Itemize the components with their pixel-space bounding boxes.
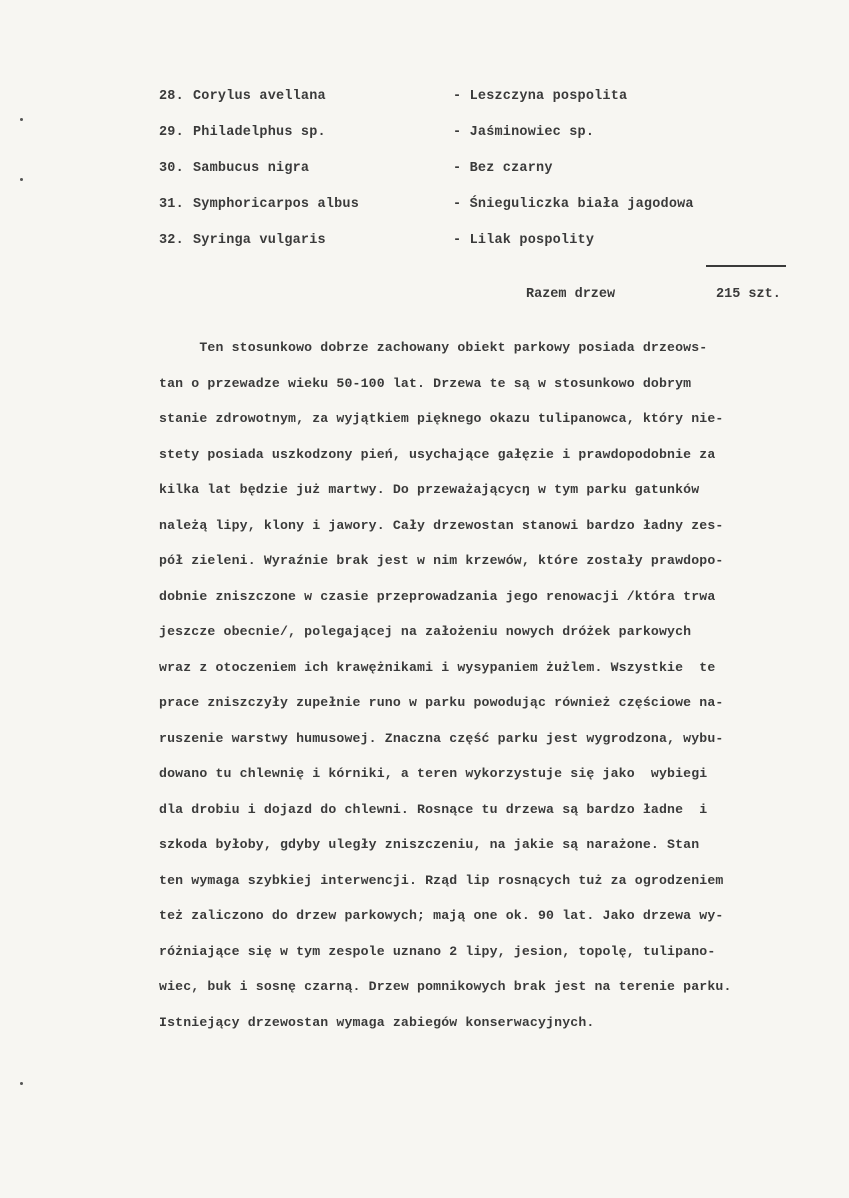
species-number: 30.: [159, 161, 184, 176]
total-label: Razem drzew: [526, 287, 616, 302]
species-polish-name: - Śnieguliczka biała jagodowa: [453, 197, 694, 212]
species-latin-name: Syringa vulgaris: [193, 233, 326, 248]
total-value: 215 szt.: [716, 287, 781, 302]
species-row: [159, 161, 799, 197]
species-number: 29.: [159, 125, 184, 140]
species-list: [159, 89, 799, 269]
paragraph-line: różniające się w tym zespole uznano 2 lipy, jesion, topolę, tulipano-: [159, 943, 716, 959]
paragraph-line: też zaliczono do drzew parkowych; mają one ok. 90 lat. Jako drzewa wy-: [159, 908, 724, 923]
species-polish-name: - Jaśminowiec sp.: [453, 125, 595, 140]
paragraph-line: tan o przewadze wieku 50-100 lat. Drzewa te są w stosunkowo dobrym: [159, 375, 692, 391]
paragraph-line: jeszcze obecnie/, polegającej na założeniu nowych dróżek parkowych: [159, 624, 692, 639]
paragraph-line: wraz z otoczeniem ich krawężnikami i wysypaniem żużlem. Wszystkie te: [159, 659, 716, 675]
species-latin-name: Corylus avellana: [193, 89, 326, 104]
species-latin-name: Philadelphus sp.: [193, 125, 326, 140]
species-polish-name: - Lilak pospolity: [453, 233, 595, 248]
paragraph-line: prace zniszczyły zupełnie runo w parku powodując również częściowe na-: [159, 695, 724, 710]
paragraph-line: szkoda byłoby, gdyby uległy zniszczeniu, na jakie są narażone. Stan: [159, 837, 700, 852]
paragraph-line: kilka lat będzie już martwy. Do przeważającycŋ w tym parku gatunków: [159, 482, 700, 497]
species-number: 32.: [159, 233, 184, 248]
species-row: [159, 233, 799, 269]
paragraph-line: ten wymaga szybkiej interwencji. Rząd lip rosnących tuż za ogrodzeniem: [159, 872, 724, 888]
paragraph-line: Istniejący drzewostan wymaga zabiegów konserwacyjnych.: [159, 1014, 595, 1030]
species-polish-name: - Bez czarny: [453, 161, 553, 176]
species-row: [159, 89, 799, 125]
paragraph-line: Ten stosunkowo dobrze zachowany obiekt parkowy posiada drzeows-: [159, 340, 708, 355]
species-number: 31.: [159, 197, 184, 212]
species-polish-name: - Leszczyna pospolita: [453, 89, 628, 104]
paragraph-line: dowano tu chlewnię i kórniki, a teren wykorzystuje się jako wybiegi: [159, 766, 708, 781]
margin-speck: [20, 1082, 23, 1085]
species-latin-name: Sambucus nigra: [193, 161, 310, 176]
paragraph-line: stety posiada uszkodzony pień, usychające gałęzie i prawdopodobnie za: [159, 446, 716, 462]
body-paragraph: [159, 330, 799, 1040]
species-row: [159, 197, 799, 233]
paragraph-line: pół zieleni. Wyraźnie brak jest w nim krzewów, które zostały prawdopo-: [159, 553, 724, 568]
margin-speck: [20, 178, 23, 181]
species-latin-name: Symphoricarpos albus: [193, 197, 360, 212]
species-number: 28.: [159, 89, 184, 104]
paragraph-line: dla drobiu i dojazd do chlewni. Rosnące tu drzewa są bardzo ładne i: [159, 801, 708, 817]
paragraph-line: należą lipy, klony i jawory. Cały drzewostan stanowi bardzo ładny zes-: [159, 517, 724, 533]
paragraph-line: ruszenie warstwy humusowej. Znaczna część parku jest wygrodzona, wybu-: [159, 730, 724, 746]
species-row: [159, 125, 799, 161]
margin-speck: [20, 118, 23, 121]
paragraph-line: wiec, buk i sosnę czarną. Drzew pomnikowych brak jest na terenie parku.: [159, 979, 732, 994]
paragraph-line: dobnie zniszczone w czasie przeprowadzania jego renowacji /która trwa: [159, 588, 716, 604]
paragraph-line: stanie zdrowotnym, za wyjątkiem pięknego okazu tulipanowca, który nie-: [159, 411, 724, 426]
total-divider: [706, 265, 786, 267]
